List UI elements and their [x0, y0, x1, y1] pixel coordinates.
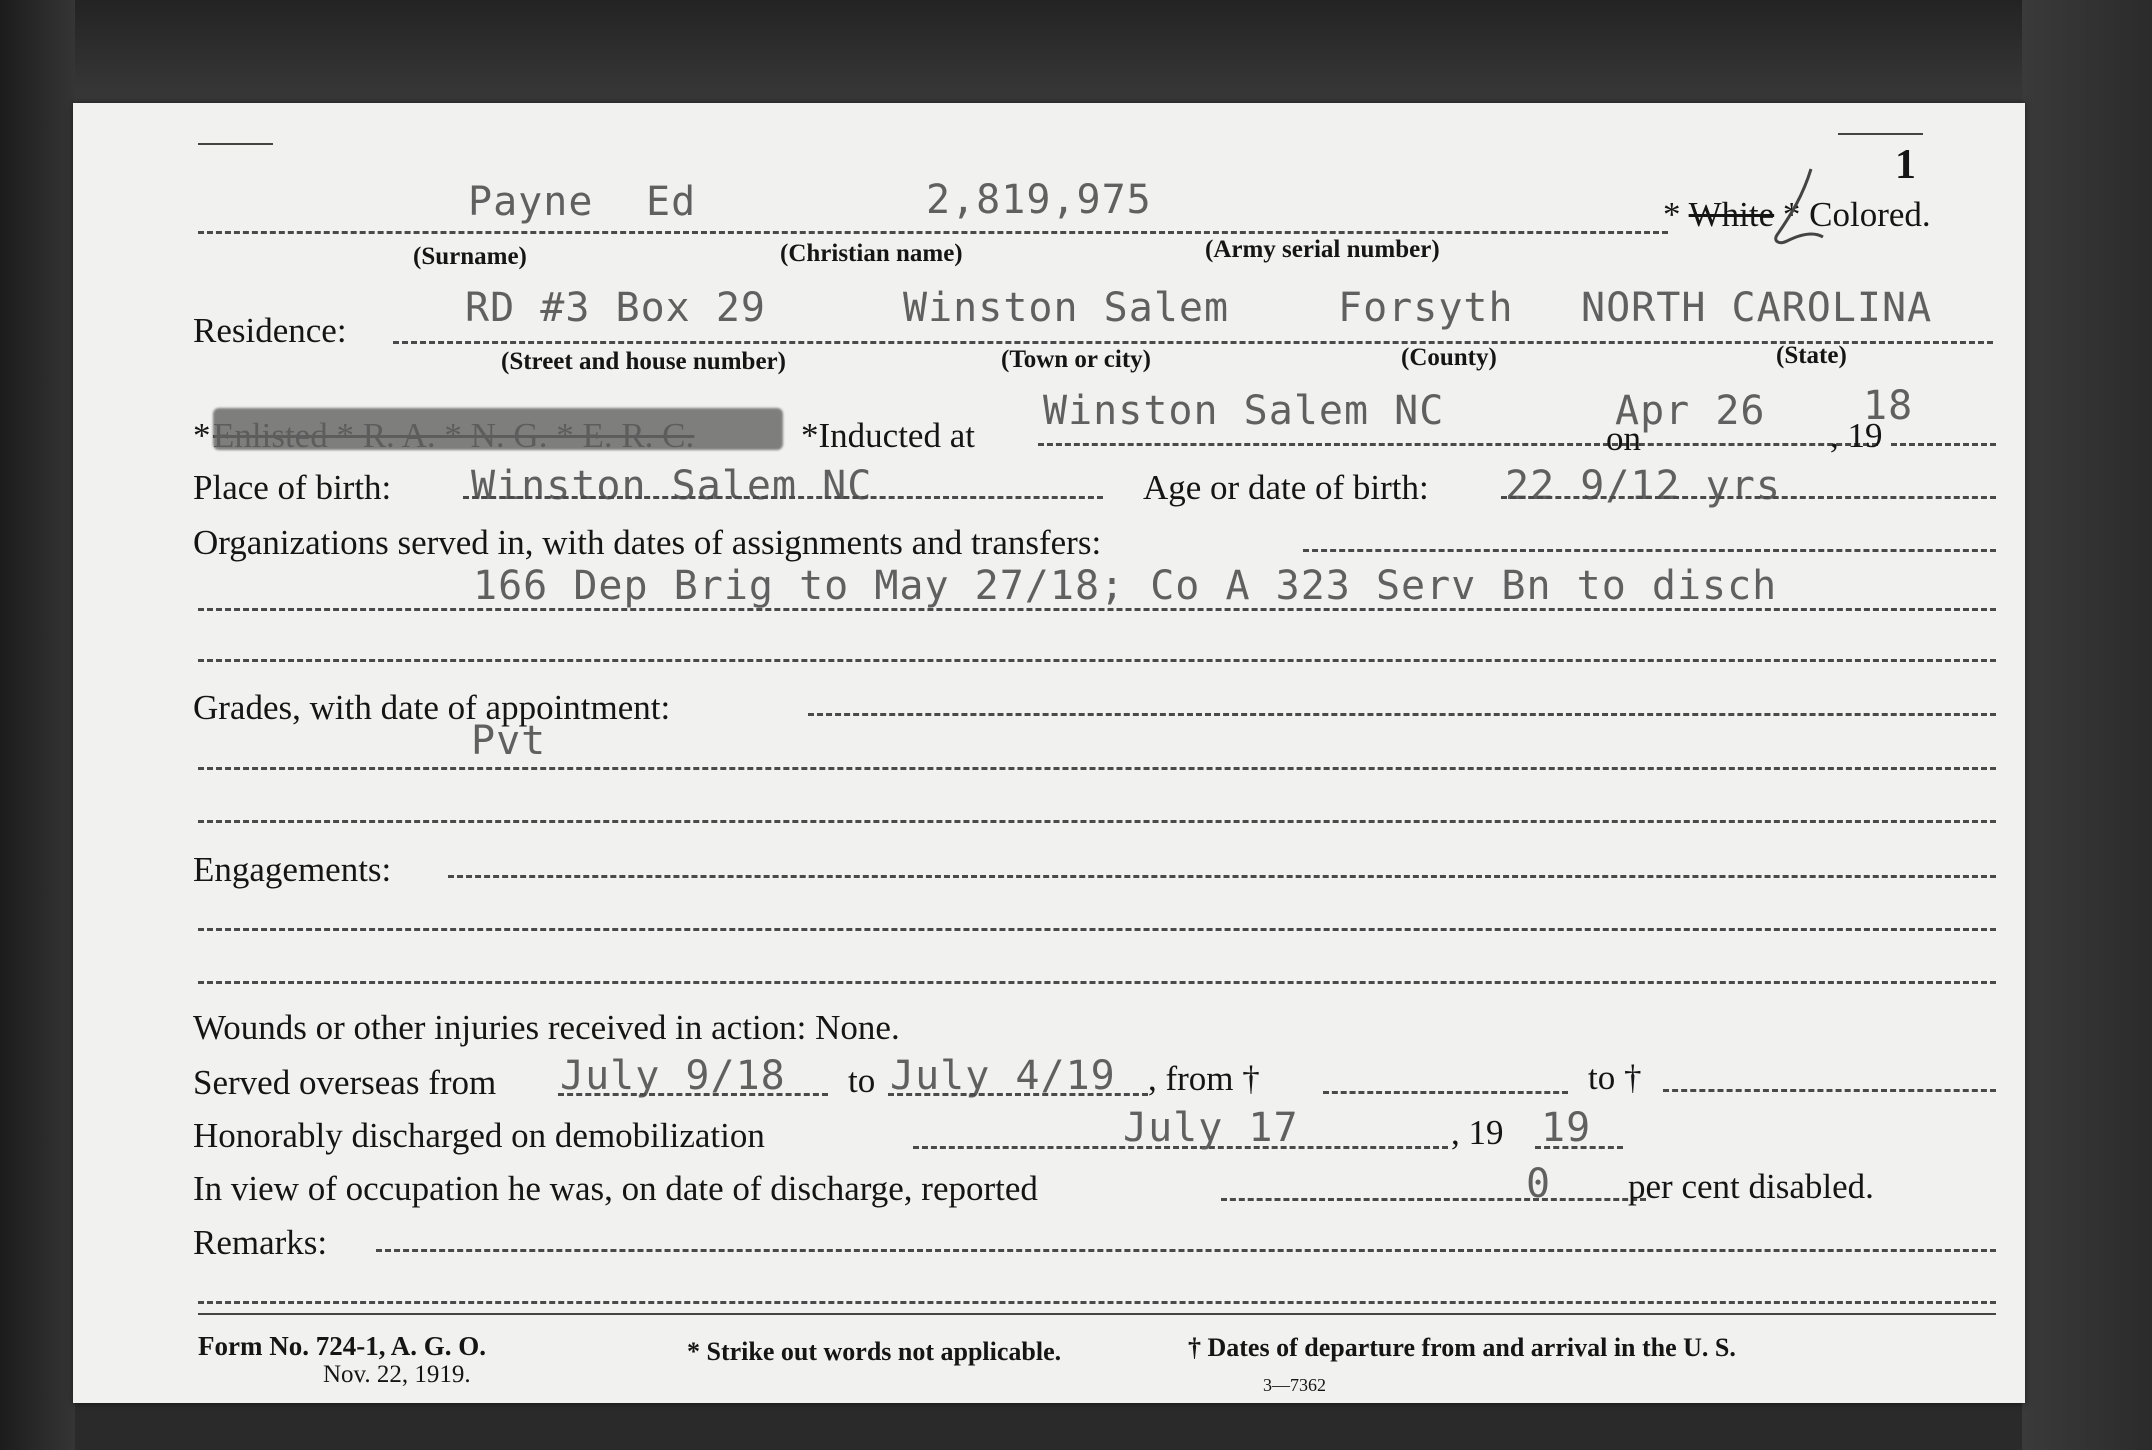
form-date: Nov. 22, 1919.	[323, 1361, 471, 1388]
engagements-label: Engagements:	[193, 850, 392, 889]
organizations-value: 166 Dep Brig to May 27/18; Co A 323 Serv Bn to disch	[473, 563, 1778, 609]
race-colored: Colored.	[1809, 195, 1931, 234]
grades-label: Grades, with date of appointment:	[193, 688, 671, 727]
surname-value: Payne	[468, 179, 594, 225]
overseas-from-label: Served overseas from	[193, 1063, 497, 1102]
age-value: 22 9/12 yrs	[1505, 463, 1781, 509]
year-prefix: , 19	[1830, 416, 1883, 455]
scan-background-right	[2022, 0, 2152, 1450]
remarks-line-1	[376, 1249, 1996, 1252]
engagements-line-3	[198, 981, 1996, 984]
wounds-label: Wounds or other injuries received in action: None.	[193, 1008, 900, 1047]
redaction-mark	[213, 408, 783, 450]
residence-label: Residence:	[193, 311, 347, 350]
residence-county: Forsyth	[1338, 285, 1514, 331]
engagements-line-1	[448, 875, 1996, 878]
overseas-to-value: July 4/19	[890, 1053, 1116, 1099]
overseas-to-label: to	[848, 1061, 876, 1100]
name-line	[198, 231, 1668, 234]
corner-rule-right	[1838, 133, 1923, 135]
per-cent-label: per cent disabled.	[1628, 1167, 1874, 1206]
asterisk: *	[193, 416, 211, 455]
birth-place-label: Place of birth:	[193, 468, 392, 507]
inducted-label: *Inducted at	[801, 416, 975, 455]
print-code: 3—7362	[1263, 1375, 1326, 1395]
county-caption: (County)	[1401, 344, 1497, 371]
race-options: * White * Colored.	[1663, 195, 1931, 234]
christian-name-caption: (Christian name)	[780, 240, 963, 267]
discharge-year: 19	[1541, 1105, 1592, 1151]
grade-value: Pvt	[471, 718, 547, 764]
town-caption: (Town or city)	[1001, 346, 1151, 373]
organizations-line-3	[198, 659, 1996, 662]
from-dagger-label: , from †	[1148, 1059, 1260, 1098]
inducted-place: Winston Salem NC	[1043, 388, 1445, 434]
race-white: White	[1688, 195, 1775, 234]
residence-town: Winston Salem	[903, 285, 1230, 331]
serial-caption: (Army serial number)	[1205, 236, 1440, 263]
discharge-date: July 17	[1123, 1105, 1299, 1151]
age-line	[1501, 496, 1996, 499]
inducted-line	[1038, 443, 1878, 446]
organizations-line-1	[1303, 549, 1996, 552]
serial-number-value: 2,819,975	[926, 177, 1152, 223]
to-dagger-label: to †	[1588, 1058, 1642, 1097]
disability-line	[1221, 1198, 1646, 1201]
disabled-percent: 0	[1526, 1161, 1552, 1207]
scan-background-left	[0, 0, 75, 1450]
residence-state: NORTH CAROLINA	[1581, 285, 1933, 331]
on-label: on	[1606, 419, 1641, 458]
form-number: Form No. 724-1, A. G. O.	[198, 1331, 486, 1361]
dagger-note: † Dates of departure from and arrival in the U. S.	[1188, 1333, 1736, 1362]
strike-note: * Strike out words not applicable.	[687, 1337, 1062, 1366]
overseas-from-line	[558, 1093, 828, 1096]
birth-place-line	[463, 496, 1103, 499]
inducted-date: Apr 26	[1615, 388, 1766, 434]
grades-line-1	[808, 713, 1996, 716]
discharge-year-prefix: , 19	[1451, 1113, 1504, 1152]
grades-line-2	[198, 767, 1996, 770]
christian-name-value: Ed	[646, 179, 697, 225]
disability-label: In view of occupation he was, on date of discharge, reported	[193, 1169, 1038, 1208]
year-line	[1891, 443, 1996, 446]
organizations-label: Organizations served in, with dates of assignments and transfers:	[193, 523, 1102, 562]
engagements-line-2	[198, 928, 1996, 931]
scan-background-top	[0, 0, 2152, 110]
age-label: Age or date of birth:	[1143, 468, 1429, 507]
footer-rule	[198, 1313, 1996, 1315]
surname-caption: (Surname)	[413, 243, 527, 270]
inducted-year: 18	[1863, 383, 1914, 429]
discharge-label: Honorably discharged on demobilization	[193, 1116, 765, 1155]
residence-line	[393, 341, 1993, 344]
birth-place-value: Winston Salem NC	[471, 463, 873, 509]
corner-rule	[198, 143, 273, 145]
overseas-from-value: July 9/18	[560, 1053, 786, 1099]
overseas-to-line	[888, 1093, 1148, 1096]
residence-street: RD #3 Box 29	[465, 285, 766, 331]
remarks-line-2	[198, 1301, 1996, 1304]
from-dagger-line	[1323, 1091, 1568, 1094]
grades-line-3	[198, 820, 1996, 823]
organizations-line-2	[198, 608, 1996, 611]
street-caption: (Street and house number)	[501, 348, 786, 375]
check-mark	[1763, 165, 1833, 255]
to-dagger-line	[1663, 1089, 1996, 1092]
remarks-label: Remarks:	[193, 1223, 328, 1262]
service-record-card	[73, 103, 2025, 1403]
state-caption: (State)	[1776, 342, 1847, 369]
page-number: 1	[1895, 142, 1916, 188]
discharge-year-line	[1535, 1146, 1623, 1149]
